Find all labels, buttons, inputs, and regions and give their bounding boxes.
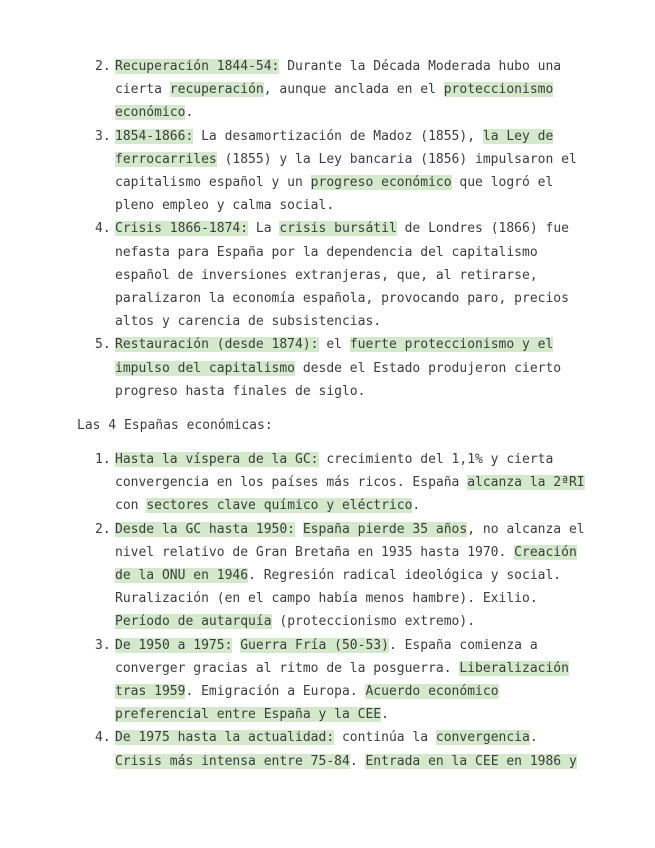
highlighted-text: fuerte proteccionismo y el impulso del capitalismo — [115, 337, 554, 376]
highlighted-text: Crisis 1866-1874: — [115, 221, 249, 237]
highlighted-text: Acuerdo económico preferencial entre España y la CEE — [115, 684, 499, 723]
highlighted-text: Entrada en la CEE en 1986 y — [365, 753, 577, 769]
highlighted-text: la Ley de ferrocarriles — [115, 128, 554, 167]
highlighted-text: De 1975 hasta la actualidad: — [115, 730, 335, 746]
body-text: Durante la Década Moderada hubo una cierta — [115, 59, 562, 98]
list-item — [90, 55, 590, 125]
list-item — [90, 634, 590, 727]
body-text: el — [318, 337, 350, 353]
body-text: . Emigración a Europa. — [185, 684, 366, 700]
body-text: La — [248, 221, 280, 237]
highlighted-text: alcanza la 2ªRI — [467, 475, 585, 491]
list-item — [90, 518, 590, 634]
highlighted-text: Recuperación 1844-54: — [115, 59, 280, 74]
body-text: . — [529, 730, 538, 746]
body-text: , no alcanza el nivel relativo de Gran Bretaña en 1935 hasta 1970. — [115, 521, 585, 560]
highlighted-text: proteccionismo económico — [115, 82, 554, 121]
body-text — [295, 522, 303, 537]
body-text: de Londres (1866) fue nefasta para España por la dependencia del capitalismo español de inversiones extranjeras, que, al retirarse, paralizaron la economía española, provocando paro, precios altos y carencia de subsistencias. — [115, 221, 569, 330]
list-item-number: 3. — [95, 128, 111, 144]
four-spains-list — [90, 448, 590, 773]
highlighted-text: progreso económico — [310, 175, 452, 191]
highlighted-text: Desde la GC hasta 1950: — [115, 521, 296, 537]
body-text: . — [185, 105, 194, 121]
highlighted-text: Crisis más intensa entre 75-84 — [115, 753, 350, 769]
highlighted-text: recuperación — [169, 82, 264, 98]
highlighted-text: Hasta la víspera de la GC: — [115, 452, 319, 467]
body-text: . — [381, 707, 389, 723]
highlighted-text: convergencia — [435, 730, 530, 746]
body-text: con — [115, 498, 147, 514]
highlighted-text: Período de autarquía — [115, 614, 272, 630]
body-text: (1855) y la Ley bancaria (1856) impulsaron el capitalismo español y un — [115, 151, 577, 191]
body-text: (proteccionismo extremo). — [271, 614, 476, 630]
body-text: . — [412, 498, 421, 514]
list-item — [90, 125, 590, 218]
list-item — [90, 217, 590, 333]
list-item-number: 2. — [95, 521, 111, 537]
body-text: desde el Estado produjeron cierto progreso hasta finales de siglo. — [115, 360, 562, 399]
list-item-number: 3. — [95, 637, 111, 653]
body-text: continúa la — [334, 730, 436, 746]
list-item — [90, 333, 590, 403]
body-text: crecimiento del 1,1% y cierta convergencia en los países más ricos. España — [115, 452, 554, 491]
highlighted-text: De 1950 a 1975: — [115, 637, 233, 653]
economic-periods-list — [90, 55, 590, 403]
highlighted-text: crisis bursátil — [279, 221, 397, 237]
highlighted-text: Restauración (desde 1874): — [115, 337, 319, 353]
body-text: . Regresión radical ideológica y social. Ruralización (en el campo había menos hambre). Exilio. — [115, 568, 562, 607]
body-text: La desamortización de Madoz (1855), — [193, 128, 483, 144]
highlighted-text: 1854-1866: — [115, 128, 194, 144]
list-item — [90, 448, 590, 518]
list-item-number: 1. — [95, 452, 111, 467]
list-item-number: 2. — [95, 59, 111, 74]
list-item — [90, 726, 590, 772]
body-text: . — [349, 753, 366, 769]
list-item-number: 4. — [95, 730, 111, 746]
highlighted-text: Creación de la ONU en 1946 — [115, 544, 577, 584]
highlighted-text: España pierde 35 años — [302, 521, 468, 537]
body-text: . España comienza a converger gracias al ritmo de la posguerra. — [115, 637, 538, 676]
highlighted-text: Liberalización tras 1959 — [115, 660, 569, 700]
section-heading: Las 4 Españas económicas: — [77, 418, 273, 433]
body-text: , aunque anclada en el — [263, 82, 444, 98]
list-item-number: 5. — [95, 337, 111, 353]
highlighted-text: sectores clave químico y eléctrico — [146, 498, 413, 514]
body-text: que logró el pleno empleo y calma social. — [115, 175, 554, 214]
list-item-number: 4. — [95, 221, 111, 237]
highlighted-text: Guerra Fría (50-53) — [240, 637, 389, 653]
